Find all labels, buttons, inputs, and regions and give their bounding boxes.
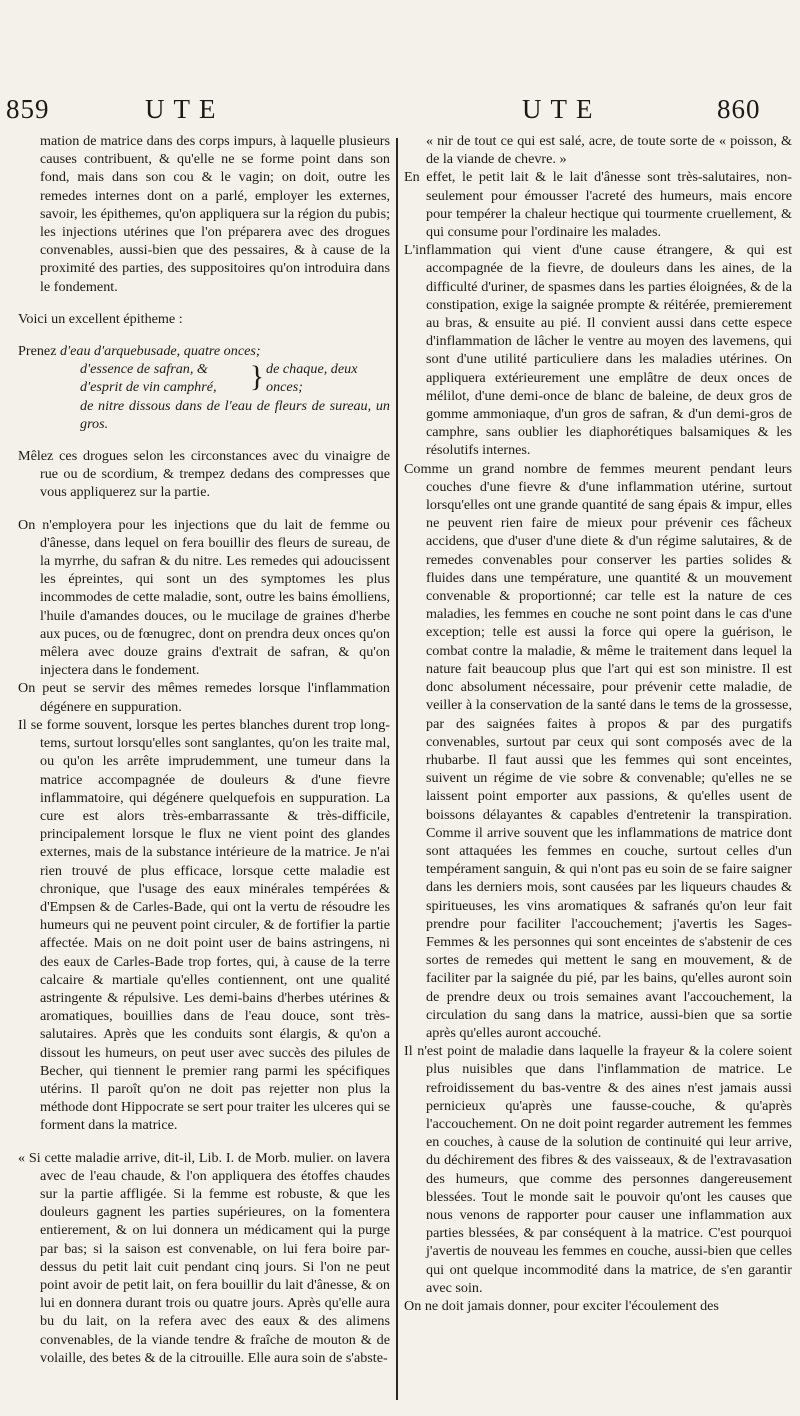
paragraph: En effet, le petit lait & le lait d'ânesse sont très-salutaires, non-seulement pour émousser l'acreté des humeurs, mais encore pour tempérer la chaleur hectique qui tourmente cruellement, & qui consume pour l'ordinaire les malades.: [404, 169, 792, 241]
paragraph: Comme un grand nombre de femmes meurent pendant leurs couches d'une fievre & d'une inflammation utérine, surtout lorsqu'elles ont une grande quantité de sang épais & impur, elles ne peuvent rien faire de mieux pour prévenir ces fâcheux accidens, que d'user d'une diete & d'un régime salutaires, & de remedes convenables pour conserver les parties solides & fluides dans une température, une quantité & un mouvement convenable & proportionné; car telle est la nature de ces maladies, les femmes en couche ne sont point dans le cas d'une exception; telle est aussi la force qui opere la guérison, le combat contre la maladie, & même le traitement dans lequel la nature fait beaucoup plus que l'art qui est son ministre. Il est donc absolument nécessaire, pour prévenir cette maladie, de veiller à la conservation de la santé dans le tems de la grossesse, par des saignées faites à propos & par des purgatifs convenables, surtout par ceux qui sont composés avec de la rhubarbe. Il faut aussi que les femmes qui sont enceintes, suivent un régime de vie sobre & convenable; qu'elles ne se laissent point emporter aux passions, & qu'elles usent de boissons délayantes & capables d'entretenir la transpiration. Comme il arrive souvent que les inflammations de matrice dont sont attaquées les femmes en couche, surtout celles d'un tempérament sanguin, & qui n'ont pas eu soin de se faire saigner dans les derniers mois, sont causées par les liqueurs chaudes & spiritueuses, les vins aromatiques & safranés qu'on leur fait prendre pour faciliter l'accouchement; j'avertis les Sages-Femmes & les personnes qui sont enceintes de s'abstenir de ces sortes de remedes qui mettent le sang en mouvement, & de faciliter par la saignée du pié, par les bains, qu'elles auront soin de prendre deux ou trois semaines avant l'accouchement, la circulation du sang dans la matrice, aussi-bien que sa sortie après qu'elles auront accouché.: [404, 460, 792, 1041]
paragraph: L'inflammation qui vient d'une cause étrangere, & qui est accompagnée de la fievre, de douleurs dans les aines, de la difficulté d'uriner, de spasmes dans les parties éloignées, & de la constipation, exige la saignée prompte & réitérée, premierement au bras, & ensuite au pié. Il convient aussi dans cette espece d'inflammation de lâcher le ventre au moyen des lavemens, qui sont d'une utilité particuliere dans les maladies utérines. On appliquera extérieurement une emplâtre de deux onces de mélilot, d'une demi-once de blanc de baleine, de deux gros de gomme ammoniaque, d'un gros de safran, & d'un demi-gros de camphre, sans oublier les diaphorétiques balsamiques & les résolutifs internes.: [404, 242, 792, 459]
recipe-brace-items: [80, 360, 248, 396]
paragraph: Il n'est point de maladie dans laquelle la frayeur & la colere soient plus nuisibles que dans l'inflammation de matrice. Le refroidissement du bas-ventre & des aines n'est jamais aussi pernicieux qu'après une fausse-couche, & qu'après l'accouchement. On ne doit point regarder autrement les femmes en couches, à cause de la solution de continuité qui leur arrive, du déchirement des fibres & des vaisseaux, & de l'extravasation des humeurs, que comme des personnes dangereusement blessées. Tout le monde sait le pouvoir qu'ont les causes que nous venons de rapporter pour causer une inflammation aux parties blessées, & par conséquent à la matrice. C'est pourquoi j'avertis de nouveau les femmes en couche, aussi-bien que celles qui ont quelque incommodité dans la matrice, de s'en garantir avec soin.: [404, 1043, 792, 1296]
paragraph: Il se forme souvent, lorsque les pertes blanches durent trop long-tems, surtout lorsqu'elles sont sanglantes, qu'on les traite mal, ou qu'on les arrête imprudemment, une tumeur dans la matrice accompagnée de douleurs & d'une fievre inflammatoire, qui dégénere quelquefois en suppuration. La cure est alors très-embarrassante & très-difficile, principalement lorsque le flux ne vient point des glandes externes, mais de la substance intérieure de la matrice. Je n'ai rien trouvé de plus efficace, lorsque cette maladie est chronique, que l'usage des eaux minérales tempérées & d'Empsen & de Carles-Bade, qui ont la vertu de résoudre les humeurs qui ne peuvent point circuler, & de fortifier la partie affectée. Mais on ne doit point user de bains astringens, ni des eaux de Carles-Bade trop fortes, qui, à cause de la terre calcaire & martiale qu'elles contiennent, ont une qualité astringente & répulsive. Les demi-bains d'herbes utérines & aromatiques, bouillies dans de l'eau douce, sont très-salutaires. Après que les conduits sont élargis, & qu'on a dissout les humeurs, on peut user avec succès des pilules de Becher, qui tiennent le premier rang parmi les spécifiques utérins. Il paroît qu'on ne doit pas rejetter non plus la méthode dont Hippocrate se sert pour traiter les ulceres qui se forment dans la matrice.: [18, 716, 390, 1134]
column-divider: [396, 138, 398, 1400]
brace-glyph: }: [249, 360, 265, 394]
left-column: [18, 132, 390, 1367]
recipe-quantity-line: onces;: [266, 379, 303, 396]
paragraph: Voici un excellent épitheme :: [18, 310, 183, 327]
recipe-quantity-line: de chaque, deux: [266, 361, 358, 378]
recipe-ingredient: d'eau d'arquebusade, quatre onces;: [60, 343, 261, 360]
quotation-end: « nir de tout ce qui est salé, acre, de toute sorte de « poisson, & de la viande de chevre. »: [426, 133, 792, 168]
quotation: « Si cette maladie arrive, dit-il, Lib. I. de Morb. mulier. on lavera avec de l'eau chaude, & l'on appliquera des étoffes chaudes sur la partie affligée. Si la femme est robuste, & que les douleurs gagnent les parties supérieures, on la fomentera entierement, & on lui donnera un médicament qui la purge par bas; si la saison est convenable, on lui fera boire par-dessus du petit lait cuit pendant cinq jours. Si l'on ne peut point avoir de petit lait, on fera bouillir du lait d'ânesse, & on lui en donnera durant trois ou quatre jours. Après qu'elle aura bu du lait, on la refera avec des eaux & des alimens convenables, de la viande tendre & fraîche de mouton & de volaille, des betes & de la citrouille. Elle aura soin de s'abste-: [18, 1149, 390, 1366]
recipe-lead: Prenez: [18, 343, 61, 360]
paragraph: mation de matrice dans des corps impurs, à laquelle plusieurs causes contribuent, & qu'elle ne se forme point dans son fond, mais dans son cou & le vagin; on doit, outre les remedes internes dont on a parlé, employer les externes, savoir, les épithemes, qu'on appliquera sur la région du pubis; les injections utérines que l'on préparera avec des drogues convenables, aussi-bien que des pessaires, & à cause de la proximité des parties, des suppositoires qu'on introduira dans le fondement.: [40, 133, 390, 295]
running-head-right: UTE: [522, 94, 602, 124]
recipe-ingredient: d'essence de safran, &: [80, 361, 208, 378]
right-column: [404, 132, 792, 1315]
page-number-left: 859: [6, 94, 50, 124]
page-number-right: 860: [717, 94, 761, 124]
paragraph: On n'employera pour les injections que du lait de femme ou d'ânesse, dans lequel on fera bouillir des fleurs de sureau, de la myrrhe, du safran & du nitre. Les remedes qui adoucissent les épreintes, qui sont un des symptomes les plus incommodes de cette maladie, sont, outre les bains émolliens, l'huile d'amandes douces, ou le mucilage de graines d'herbe aux puces, ou de fœnugrec, dont on prendra deux onces qu'on mêlera avec douze grains d'extrait de safran, & qu'on injectera dans le fondement.: [18, 516, 390, 679]
recipe-quantity: [266, 360, 390, 396]
recipe-ingredient: d'esprit de vin camphré,: [80, 379, 217, 396]
paragraph: Mêlez ces drogues selon les circonstances avec du vinaigre de rue ou de scordium, & trempez dedans des compresses que vous appliquerez sur la partie.: [18, 448, 390, 501]
running-head-left: UTE: [145, 94, 225, 124]
page-header: [0, 94, 800, 134]
recipe-brace-group: [18, 360, 390, 396]
recipe-line: [18, 342, 390, 360]
recipe: [18, 342, 390, 433]
paragraph: On ne doit jamais donner, pour exciter l'écoulement des: [404, 1298, 719, 1314]
recipe-ingredient: de nitre dissous dans de l'eau de fleurs de sureau, un gros.: [80, 397, 390, 432]
paragraph: On peut se servir des mêmes remedes lorsque l'inflammation dégénere en suppuration.: [18, 680, 390, 715]
